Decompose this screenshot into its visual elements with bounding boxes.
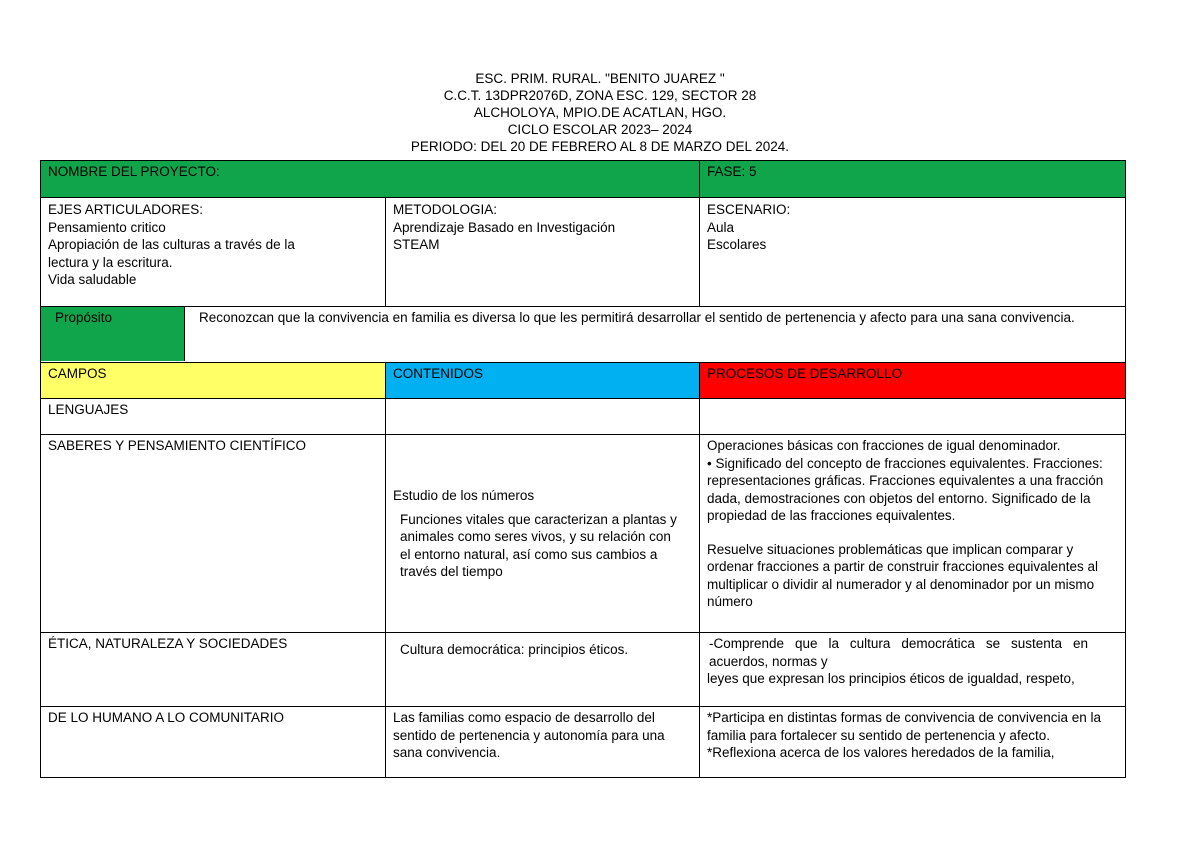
saberes-proceso-1: Operaciones básicas con fracciones de igual denominador. — [707, 438, 1061, 453]
project-name-cell: NOMBRE DEL PROYECTO: — [41, 161, 700, 198]
ejes-title: EJES ARTICULADORES: — [48, 202, 204, 217]
escenario-item: Escolares — [707, 237, 767, 252]
ejes-item: Apropiación de las culturas a través de la — [48, 237, 295, 252]
etica-proceso — [700, 633, 1126, 707]
escenario-cell — [700, 198, 1126, 307]
saberes-contenido-2: Funciones vitales que caracterizan a plantas y animales como seres vivos, y su relación con el entorno natural, así como sus cambios a través del tiempo — [400, 511, 677, 579]
escenario-title: ESCENARIO: — [707, 202, 791, 217]
project-row — [41, 161, 1126, 198]
phase-cell: FASE: 5 — [700, 161, 1126, 198]
lenguajes-row — [41, 399, 1126, 435]
etica-proceso-1: -Comprende que la cultura democrática se sustenta en acuerdos, normas y — [709, 636, 1089, 669]
school-header — [0, 70, 1200, 155]
humano-contenido: Las familias como espacio de desarrollo del sentido de pertenencia y autonomía para una sana convivencia. — [386, 707, 700, 778]
columns-header-row — [41, 363, 1126, 399]
metodologia-item: STEAM — [393, 237, 440, 252]
planning-table — [40, 160, 1126, 778]
etica-row — [41, 633, 1126, 707]
lenguajes-campo: LENGUAJES — [41, 399, 386, 435]
contenidos-header: CONTENIDOS — [386, 363, 700, 399]
ejes-item: lectura y la escritura. — [48, 254, 173, 270]
saberes-contenido — [386, 435, 700, 633]
escenario-item: Aula — [707, 219, 735, 235]
saberes-proceso-3: Resuelve situaciones problemáticas que implican comparar y ordenar fracciones a partir de construir fracciones equivalentes al multiplicar o dividir al numerador y al denominador por un mismo número — [707, 541, 1098, 609]
humano-proceso-2: *Reflexiona acerca de los valores heredados de la familia, — [707, 745, 1055, 760]
saberes-proceso-2: • Significado del concepto de fracciones equivalentes. Fracciones: representaciones gráficas. Fracciones equivalentes a una fracción dada, demostraciones con objetos del entorno. Significado de la propiedad de las fracciones equivalentes. — [707, 455, 1104, 523]
metodologia-title: METODOLOGIA: — [393, 202, 498, 217]
school-location: ALCHOLOYA, MPIO.DE ACATLAN, HGO. — [473, 105, 727, 120]
etica-proceso-2: leyes que expresan los principios éticos de igualdad, respeto, — [707, 671, 1075, 686]
purpose-row — [41, 307, 1126, 363]
humano-row — [41, 707, 1126, 778]
ejes-cell — [41, 198, 386, 307]
school-cct: C.C.T. 13DPR2076D, ZONA ESC. 129, SECTOR 28 — [443, 88, 757, 103]
humano-campo: DE LO HUMANO A LO COMUNITARIO — [41, 707, 386, 778]
saberes-proceso — [700, 435, 1126, 633]
lenguajes-proceso — [700, 399, 1126, 435]
etica-campo: ÉTICA, NATURALEZA Y SOCIEDADES — [41, 633, 386, 707]
humano-proceso-1: *Participa en distintas formas de convivencia de convivencia en la familia para fortalecer su sentido de pertenencia y afecto. — [707, 710, 1101, 743]
school-period: PERIODO: DEL 20 DE FEBRERO AL 8 DE MARZO DEL 2024. — [410, 139, 790, 154]
saberes-campo: SABERES Y PENSAMIENTO CIENTÍFICO — [41, 435, 386, 633]
ejes-item: Vida saludable — [48, 272, 137, 287]
saberes-row — [41, 435, 1126, 633]
metodologia-cell — [386, 198, 700, 307]
school-cycle: CICLO ESCOLAR 2023– 2024 — [507, 122, 693, 137]
etica-contenido — [386, 633, 700, 707]
purpose-cell — [41, 307, 1126, 363]
etica-contenido-text: Cultura democrática: principios éticos. — [400, 642, 629, 657]
procesos-header: PROCESOS DE DESARROLLO — [700, 363, 1126, 399]
lenguajes-contenido — [386, 399, 700, 435]
school-name: ESC. PRIM. RURAL. "BENITO JUAREZ " — [475, 71, 725, 86]
metodologia-item: Aprendizaje Basado en Investigación — [393, 219, 616, 235]
purpose-label: Propósito — [41, 307, 185, 361]
info-row — [41, 198, 1126, 307]
humano-proceso — [700, 707, 1126, 778]
saberes-contenido-1: Estudio de los números — [393, 488, 535, 503]
ejes-item: Pensamiento critico — [48, 219, 166, 235]
campos-header: CAMPOS — [41, 363, 386, 399]
purpose-text: Reconozcan que la convivencia en familia es diversa lo que les permitirá desarrollar el sentido de pertenencia y afecto para una sana convivencia. — [199, 310, 1075, 325]
